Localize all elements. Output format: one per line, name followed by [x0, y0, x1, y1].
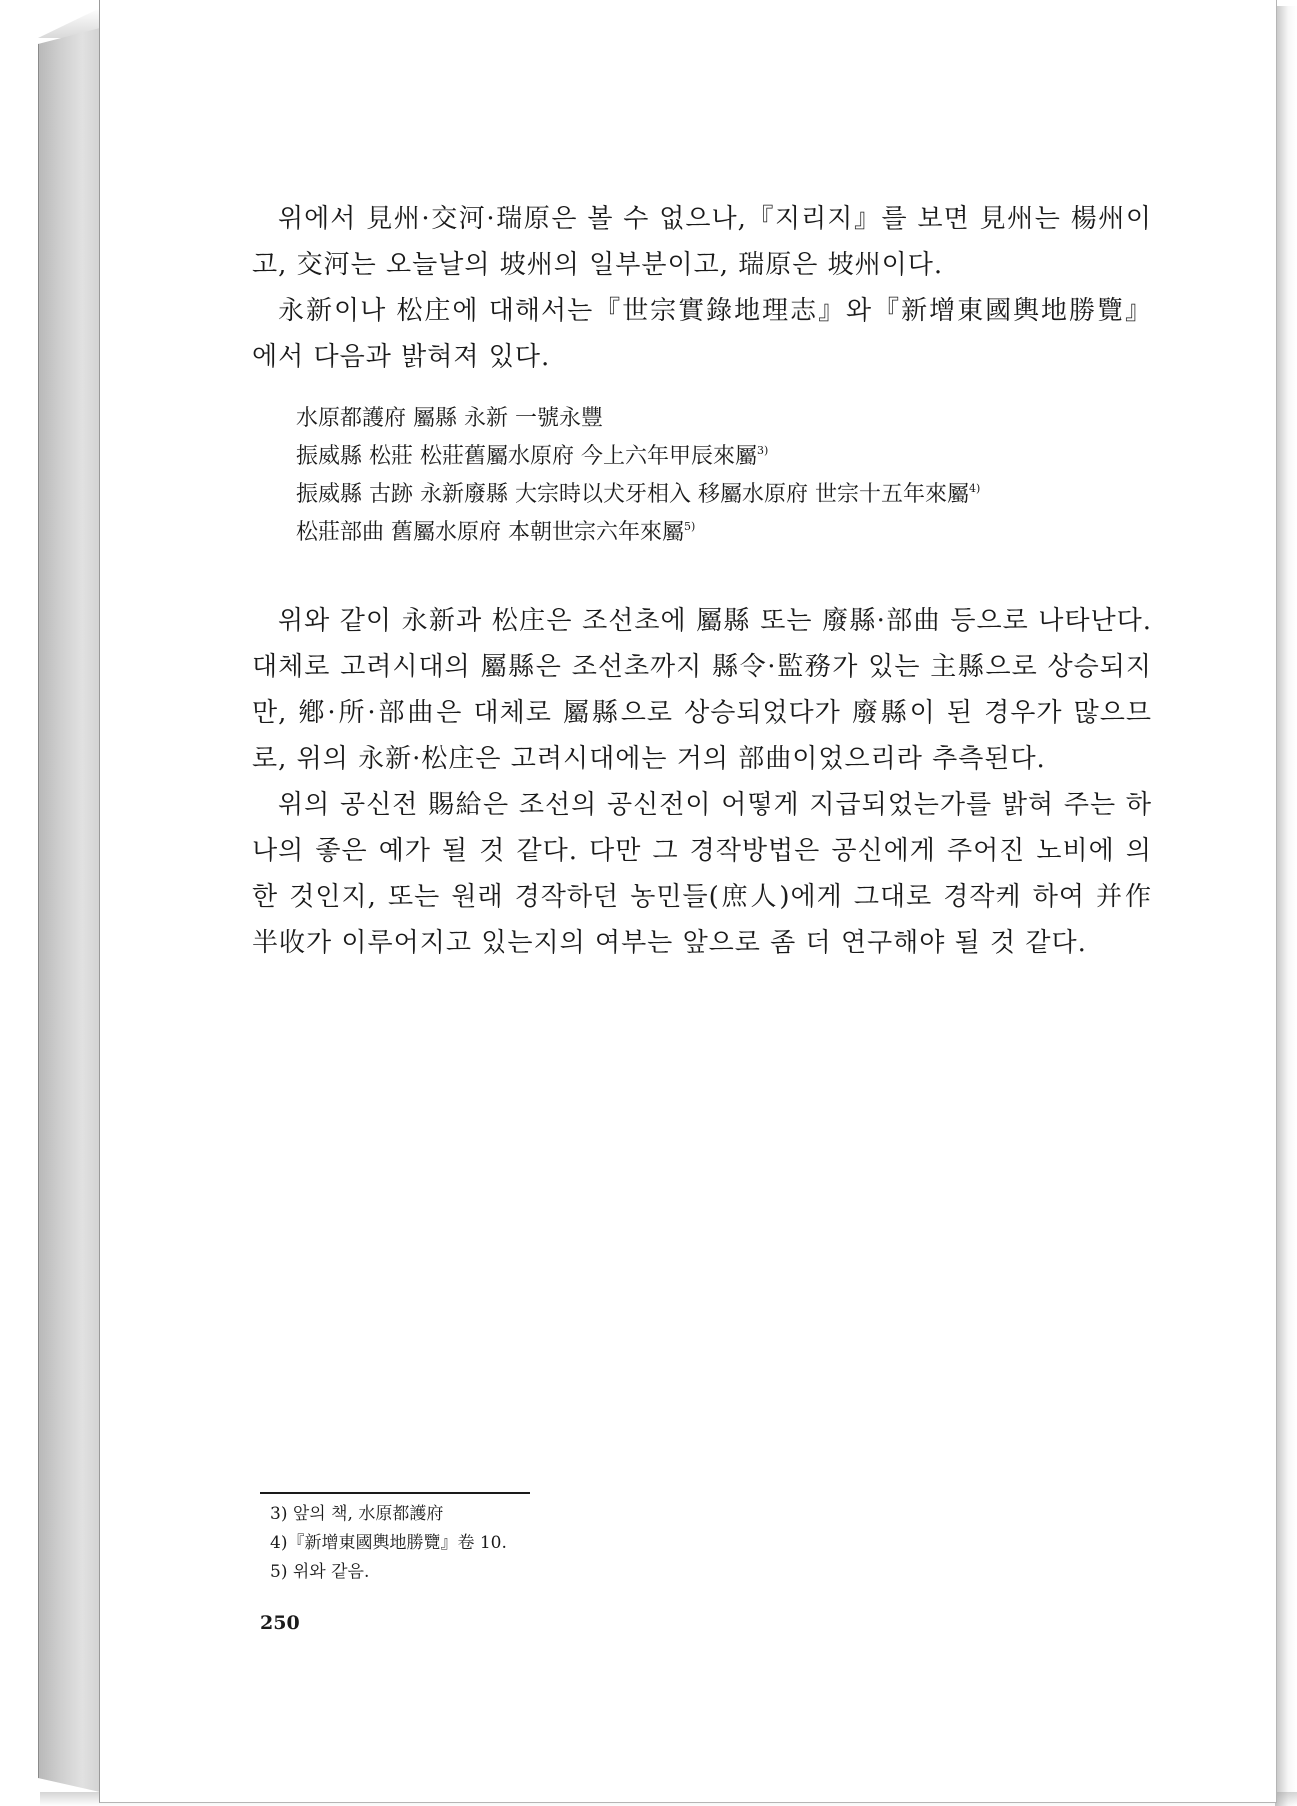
quote-text: 振威縣 松莊 松莊舊屬水原府 今上六年甲辰來屬 [296, 444, 757, 469]
quote-line-3 [296, 476, 1116, 514]
footnotes [270, 1500, 970, 1587]
page-number: 250 [260, 1612, 300, 1634]
footnote-3: 3) 앞의 책, 水原都護府 [270, 1504, 444, 1524]
quote-note-ref: 5) [684, 520, 696, 533]
book-spine-edge [38, 28, 101, 1792]
paragraph-4: 위의 공신전 賜給은 조선의 공신전이 어떻게 지급되었는가를 밝혀 주는 하나의 좋은 예가 될 것 같다. 다만 그 경작방법은 공신에게 주어진 노비에 의한 것인지, 또는 원래 경작하던 농민들(庶人)에게 그대로 경작케 하여 并作半收가 이루어지고 있는지의 여부는 앞으로 좀 더 연구해야 될 것 같다. [252, 790, 1152, 958]
quote-text: 水原都護府 屬縣 永新 一號永豐 [296, 406, 603, 431]
footnote-4: 4)『新增東國輿地勝覽』卷 10. [270, 1533, 507, 1553]
body-text-bottom [252, 598, 1152, 966]
paragraph-3: 위와 같이 永新과 松庄은 조선초에 屬縣 또는 廢縣·部曲 등으로 나타난다. 대체로 고려시대의 屬縣은 조선초까지 縣令·監務가 있는 主縣으로 상승되지만, 鄕·所·部曲은 대체로 屬縣으로 상승되었다가 廢縣이 된 경우가 많으므로, 위의 永新·松庄은 고려시대에는 거의 部曲이었으리라 추측된다. [252, 606, 1152, 774]
quote-text: 松莊部曲 舊屬水原府 本朝世宗六年來屬 [296, 520, 684, 545]
quote-note-ref: 4) [968, 482, 981, 495]
paragraph-2: 永新이나 松庄에 대해서는『世宗實錄地理志』와『新增東國輿地勝覽』에서 다음과 밝혀져 있다. [252, 296, 1152, 372]
body-text-top [252, 196, 1152, 380]
footnote-divider [260, 1492, 530, 1494]
quote-line-2 [296, 438, 1116, 476]
quote-note-ref: 3) [756, 444, 769, 457]
block-quote [296, 400, 1116, 552]
footnote-5: 5) 위와 같음. [270, 1562, 370, 1582]
paragraph-1: 위에서 見州·交河·瑞原은 볼 수 없으나,『지리지』를 보면 見州는 楊州이고, 交河는 오늘날의 坡州의 일부분이고, 瑞原은 坡州이다. [252, 204, 1152, 280]
quote-text: 振威縣 古跡 永新廢縣 大宗時以犬牙相入 移屬水原府 世宗十五年來屬 [296, 482, 969, 507]
quote-line-4 [296, 514, 1116, 552]
quote-line-1 [296, 400, 1116, 438]
page-shadow-right [1275, 6, 1297, 1806]
